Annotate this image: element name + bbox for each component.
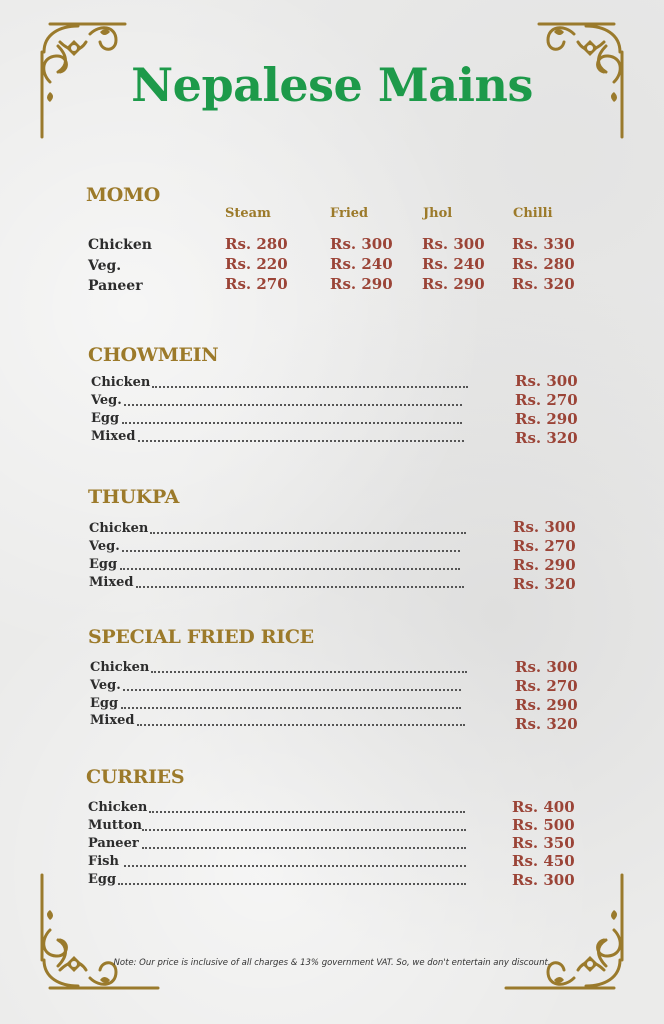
item-price: Rs. 320 — [515, 715, 578, 733]
item-name: Veg. — [91, 393, 122, 408]
momo-price-fried: Rs. 240 — [330, 255, 393, 273]
dot-leader — [122, 550, 460, 552]
dot-leader — [150, 532, 466, 534]
dot-leader — [152, 386, 468, 388]
item-name: Egg — [88, 872, 117, 887]
dot-leader — [149, 811, 465, 813]
item-price: Rs. 450 — [512, 852, 575, 870]
momo-price-steam: Rs. 270 — [225, 275, 288, 293]
section-heading-momo: MOMO — [86, 184, 160, 206]
item-name: Chicken — [90, 660, 150, 675]
dot-leader — [122, 422, 462, 424]
item-name: Paneer — [88, 836, 139, 851]
item-name: Egg — [89, 557, 118, 572]
momo-price-chilli: Rs. 330 — [512, 235, 575, 253]
item-price: Rs. 270 — [513, 537, 576, 555]
page-title: Nepalese Mains — [131, 58, 533, 112]
item-price: Rs. 270 — [515, 391, 578, 409]
item-name: Mixed — [90, 713, 135, 728]
item-price: Rs. 320 — [513, 575, 576, 593]
item-price: Rs. 300 — [513, 518, 576, 536]
dot-leader — [138, 440, 464, 442]
item-price: Rs. 400 — [512, 798, 575, 816]
item-price: Rs. 500 — [512, 816, 575, 834]
item-price: Rs. 300 — [512, 871, 575, 889]
momo-column-chilli: Chilli — [513, 206, 553, 221]
dot-leader — [142, 847, 466, 849]
item-name: Chicken — [89, 521, 149, 536]
momo-price-jhol: Rs. 240 — [422, 255, 485, 273]
dot-leader — [151, 671, 467, 673]
momo-item-name: Paneer — [88, 278, 143, 294]
item-name: Egg — [91, 411, 120, 426]
dot-leader — [142, 829, 466, 831]
filigree-corner-icon-bottom-right — [504, 870, 634, 1000]
dot-leader — [123, 689, 461, 691]
footer-note: Note: Our price is inclusive of all charges & 13% government VAT. So, we don't entertain any discount. — [113, 958, 551, 968]
momo-price-fried: Rs. 290 — [330, 275, 393, 293]
momo-column-steam: Steam — [225, 206, 271, 221]
dot-leader — [124, 865, 466, 867]
item-price: Rs. 350 — [512, 834, 575, 852]
momo-item-name: Veg. — [88, 258, 122, 274]
item-price: Rs. 290 — [515, 696, 578, 714]
item-name: Mutton — [88, 818, 142, 833]
momo-price-jhol: Rs. 300 — [422, 235, 485, 253]
item-price: Rs. 300 — [515, 658, 578, 676]
dot-leader — [120, 568, 460, 570]
dot-leader — [124, 404, 462, 406]
item-name: Egg — [90, 696, 119, 711]
dot-leader — [136, 586, 464, 588]
item-price: Rs. 290 — [515, 410, 578, 428]
momo-price-jhol: Rs. 290 — [422, 275, 485, 293]
item-name: Chicken — [91, 375, 151, 390]
item-price: Rs. 300 — [515, 372, 578, 390]
item-price: Rs. 320 — [515, 429, 578, 447]
dot-leader — [118, 883, 466, 885]
item-name: Veg. — [90, 678, 121, 693]
section-heading-chowmein: CHOWMEIN — [88, 344, 219, 366]
section-heading-curries: CURRIES — [86, 766, 185, 788]
momo-price-chilli: Rs. 320 — [512, 275, 575, 293]
dot-leader — [121, 707, 461, 709]
momo-item-name: Chicken — [88, 237, 152, 253]
filigree-corner-icon-bottom-left — [30, 870, 160, 1000]
item-price: Rs. 270 — [515, 677, 578, 695]
momo-price-steam: Rs. 280 — [225, 235, 288, 253]
momo-column-jhol: Jhol — [423, 206, 453, 221]
item-name: Veg. — [89, 539, 120, 554]
momo-price-steam: Rs. 220 — [225, 255, 288, 273]
momo-column-fried: Fried — [330, 206, 369, 221]
dot-leader — [137, 724, 465, 726]
momo-price-chilli: Rs. 280 — [512, 255, 575, 273]
item-name: Mixed — [91, 429, 136, 444]
item-name: Chicken — [88, 800, 148, 815]
item-name: Mixed — [89, 575, 134, 590]
section-heading-thukpa: THUKPA — [88, 486, 180, 508]
section-heading-fried-rice: SPECIAL FRIED RICE — [88, 626, 314, 648]
item-name: Fish — [88, 854, 119, 869]
momo-price-fried: Rs. 300 — [330, 235, 393, 253]
item-price: Rs. 290 — [513, 556, 576, 574]
